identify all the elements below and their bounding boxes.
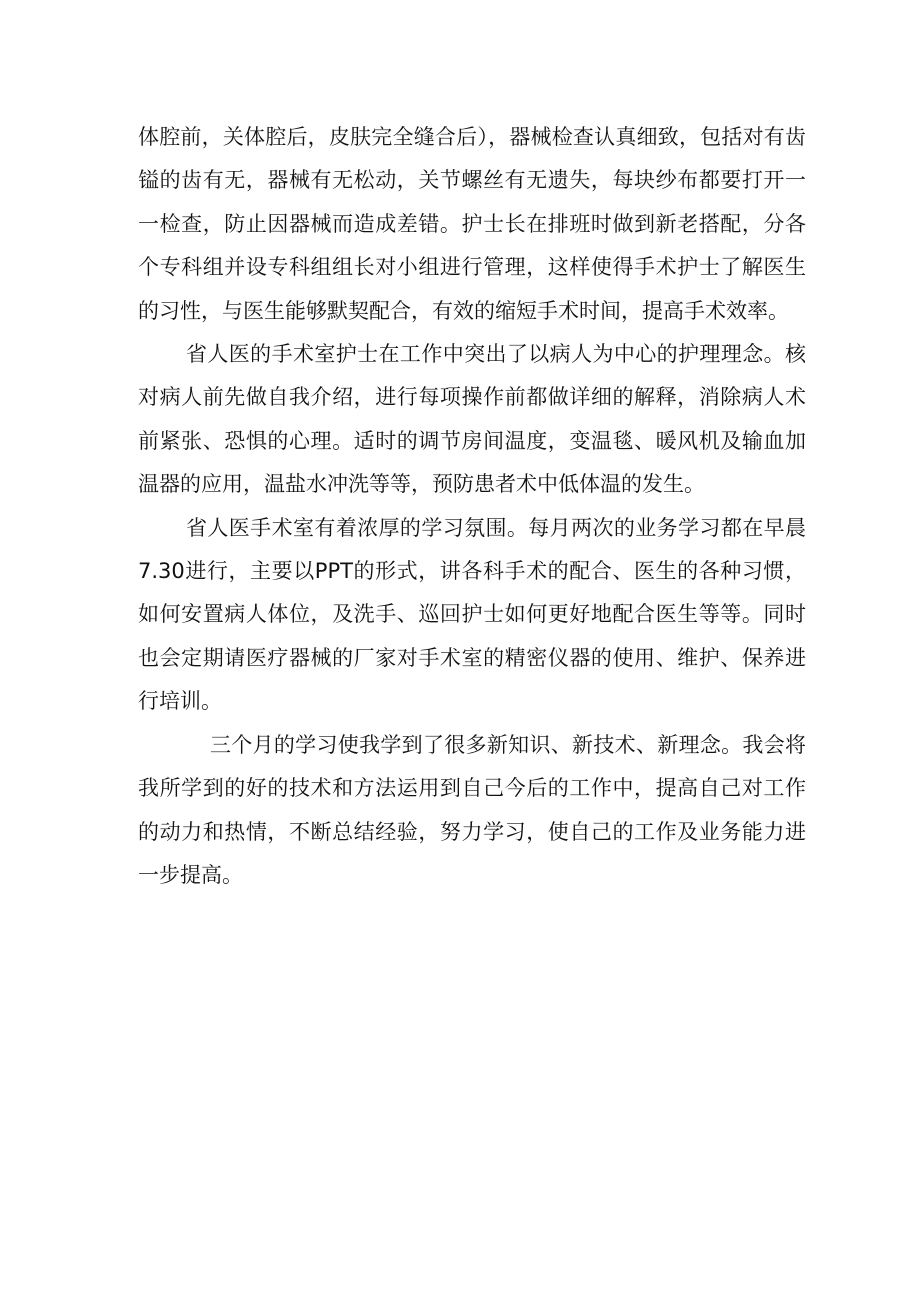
paragraph-continuation: 体腔前，关体腔后，皮肤完全缝合后），器械检查认真细致，包括对有齿镒的齿有无，器械有无松动，关节螺丝有无遗失，每块纱布都要打开一一检查，防止因器械而造成差错。护士长在排班时做到新老搭配，分各个专科组并设专科组组长对小组进行管理，这样使得手术护士了解医生的习性，与医生能够默契配合，有效的缩短手术时间，提高手术效率。 bbox=[138, 125, 806, 323]
paragraph-patient-centered-care: 省人医的手术室护士在工作中突出了以病人为中心的护理理念。核对病人前先做自我介绍，进行每项操作前都做详细的解释，消除病人术前紧张、恐惧的心理。适时的调节房间温度，变温毯、暖风机及输血加温器的应用，温盐水冲洗等等，预防患者术中低体温的发生。 bbox=[138, 342, 806, 497]
paragraph-conclusion: 三个月的学习使我学到了很多新知识、新技术、新理念。我会将我所学到的好的技术和方法运用到自己今后的工作中，提高自己对工作的动力和热情，不断总结经验，努力学习，使自己的工作及业务能力进一步提高。 bbox=[138, 732, 806, 887]
document-body bbox=[138, 116, 806, 897]
paragraph-learning-atmosphere: 省人医手术室有着浓厚的学习氛围。每月两次的业务学习都在早晨7.30进行，主要以PPT的形式，讲各科手术的配合、医生的各种习惯，如何安置病人体位，及洗手、巡回护士如何更好地配合医生等等。同时也会定期请医疗器械的厂家对手术室的精密仪器的使用、维护、保养进行培训。 bbox=[138, 515, 806, 714]
